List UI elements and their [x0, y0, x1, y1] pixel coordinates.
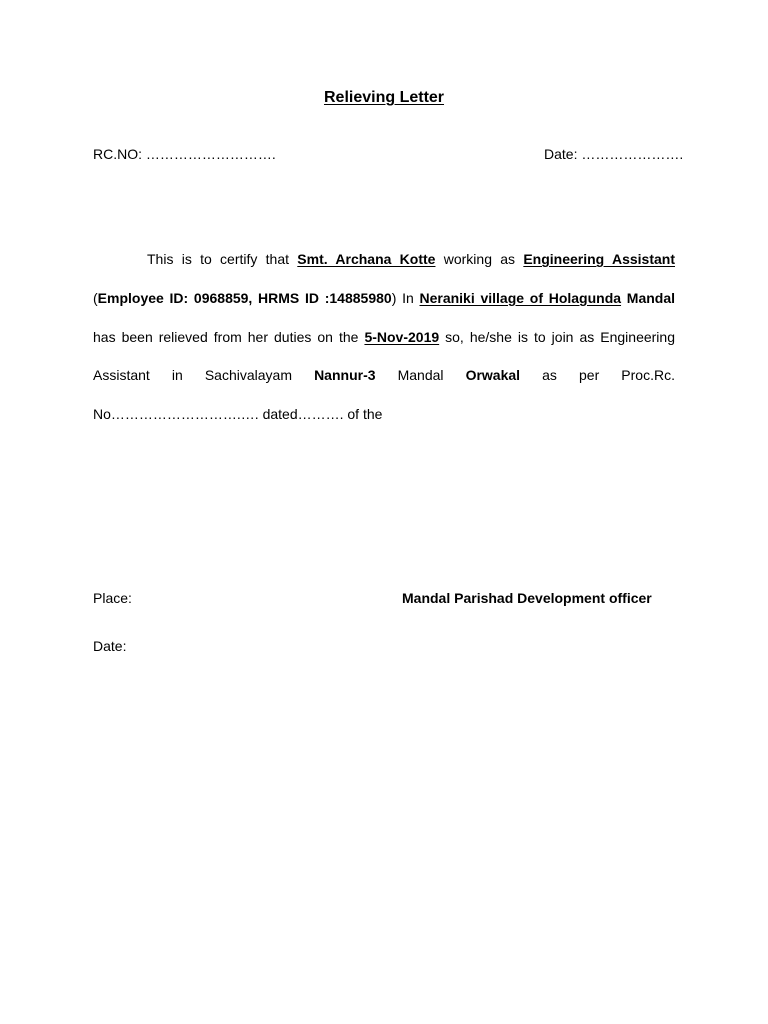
mandal-word: Mandal: [626, 289, 676, 306]
body-text-1: working as: [435, 251, 524, 267]
body-text-3: ) In: [391, 289, 420, 306]
village-name: Neraniki village of Holagunda: [419, 289, 622, 306]
letter-body: [93, 240, 675, 434]
body-text-7: Mandal: [375, 367, 466, 384]
body-intro: This is to certify that: [147, 251, 298, 267]
relieve-date: 5-Nov-2019: [364, 328, 440, 345]
place-label: Place:: [93, 590, 132, 606]
date-field-top: Date: ………………….: [544, 146, 684, 162]
body-text-8: as per Proc.Rc. No……………………….…. dated………. of the: [93, 367, 675, 423]
officer-signature-title: Mandal Parishad Development officer: [402, 590, 652, 606]
employee-ids: Employee ID: 0968859, HRMS ID :14885980: [97, 289, 392, 306]
body-text-2: (: [93, 289, 98, 306]
rc-number-field: RC.NO: ……………………….: [93, 146, 276, 162]
sachivalayam-name: Nannur-3: [314, 367, 376, 384]
employee-designation: Engineering Assistant: [523, 251, 676, 267]
new-mandal-name: Orwakal: [465, 367, 521, 384]
letter-title: Relieving Letter: [323, 89, 445, 106]
employee-name: Smt. Archana Kotte: [297, 251, 436, 267]
date-label-bottom: Date:: [93, 638, 127, 654]
body-text-6: so, he/she is to join as Engineering Assistant in Sachivalayam: [93, 328, 675, 384]
body-text-5: has been relieved from her duties on the: [93, 328, 365, 345]
